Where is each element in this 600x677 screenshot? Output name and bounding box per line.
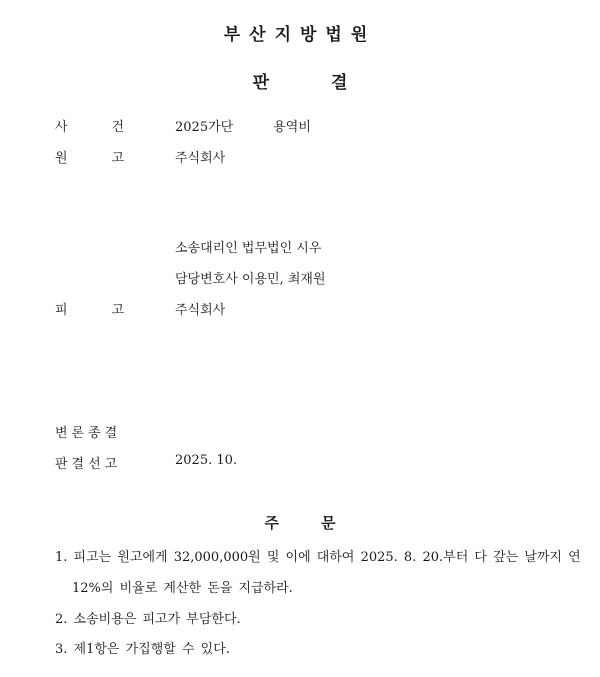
- court-name: 부산지방법원: [223, 25, 377, 45]
- order-item-1: 1. 피고는 원고에게 32,000,000원 및 이에 대하여 2025. 8. 20.부터 다 갚는 날까지 연: [55, 550, 581, 565]
- plaintiff-name: 주식회사: [175, 151, 226, 166]
- defendant-label: 피 고: [55, 303, 124, 318]
- case-label: 사 건: [55, 120, 124, 135]
- order-item-2: 2. 소송비용은 피고가 부담한다.: [55, 612, 241, 627]
- order-section-title: 주 문: [264, 514, 336, 532]
- order-item-1-continued: 12%의 비율로 계산한 돈을 지급하라.: [72, 581, 293, 596]
- document-title-right: 결: [331, 73, 348, 93]
- plaintiff-lawyers: 담당변호사 이용민, 최재원: [175, 272, 326, 287]
- argument-closed-label: 변론종결: [55, 426, 122, 441]
- case-value: [175, 116, 311, 135]
- defendant-name: 주식회사: [175, 303, 226, 318]
- judgment-date-label: 판결선고: [55, 457, 122, 472]
- document-title-left: 판: [252, 73, 269, 93]
- judgment-date-value: 2025. 10.: [175, 453, 238, 468]
- case-name: 용역비: [273, 120, 311, 135]
- document-title: [0, 68, 600, 93]
- plaintiff-attorney: 소송대리인 법무법인 시우: [175, 241, 322, 256]
- order-item-3: 3. 제1항은 가집행할 수 있다.: [55, 642, 230, 657]
- case-number: 2025가단: [175, 120, 234, 135]
- plaintiff-label: 원 고: [55, 151, 124, 166]
